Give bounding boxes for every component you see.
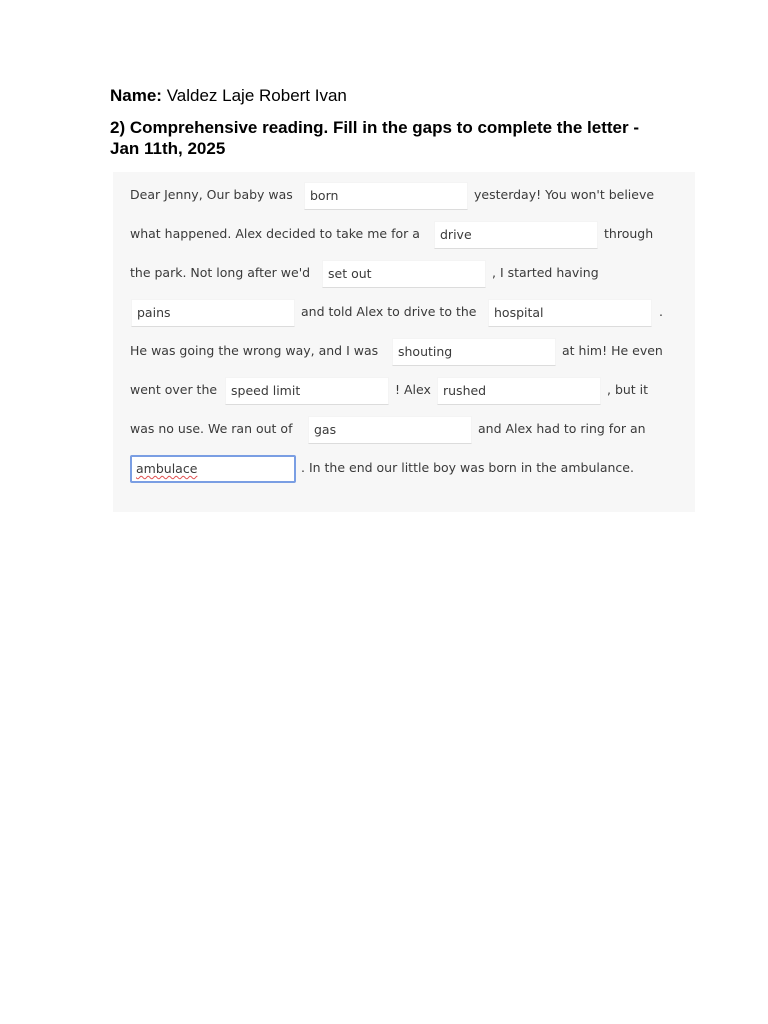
- exercise-line: [130, 375, 690, 405]
- exercise-line: [130, 297, 690, 327]
- gap-input-shouting[interactable]: shouting: [392, 338, 556, 366]
- gap-input-hospital[interactable]: hospital: [488, 299, 652, 327]
- gap-input-gas[interactable]: gas: [308, 416, 472, 444]
- gap-input-rushed[interactable]: rushed: [437, 377, 601, 405]
- gap-input-ambulance[interactable]: [130, 455, 296, 483]
- sentence-text: the park. Not long after we'd: [130, 265, 311, 280]
- exercise-line: [130, 180, 690, 210]
- misspelled-word: ambulace: [136, 461, 198, 476]
- gap-input-drive[interactable]: drive: [434, 221, 598, 249]
- sentence-text: went over the: [130, 382, 218, 397]
- gap-input-born[interactable]: born: [304, 182, 468, 210]
- sentence-text: what happened. Alex decided to take me for a: [130, 226, 420, 241]
- student-name-line: [110, 86, 347, 106]
- gap-input-set-out[interactable]: set out: [322, 260, 486, 288]
- exercise-line: [130, 258, 690, 288]
- student-name: Valdez Laje Robert Ivan: [166, 86, 347, 105]
- sentence-text: , but it: [607, 382, 649, 397]
- exercise-heading: 2) Comprehensive reading. Fill in the gaps to complete the letter - Jan 11th, 2025: [110, 118, 639, 158]
- name-label: Name:: [110, 86, 162, 105]
- sentence-text: at him! He even: [562, 343, 663, 358]
- fill-gaps-exercise: [113, 172, 695, 512]
- sentence-text: Dear Jenny, Our baby was: [130, 187, 293, 202]
- exercise-line: [130, 453, 690, 483]
- sentence-text: yesterday! You won't believe: [474, 187, 655, 202]
- sentence-text: through: [604, 226, 654, 241]
- gap-input-speed-limit[interactable]: speed limit: [225, 377, 389, 405]
- sentence-text: He was going the wrong way, and I was: [130, 343, 379, 358]
- exercise-line: [130, 219, 690, 249]
- sentence-text: was no use. We ran out of: [130, 421, 293, 436]
- sentence-text: . In the end our little boy was born in the ambulance.: [301, 460, 634, 475]
- sentence-text: .: [659, 304, 663, 319]
- sentence-text: ! Alex: [395, 382, 431, 397]
- exercise-line: [130, 336, 690, 366]
- gap-input-pains[interactable]: pains: [131, 299, 295, 327]
- sentence-text: and told Alex to drive to the: [301, 304, 477, 319]
- sentence-text: and Alex had to ring for an: [478, 421, 646, 436]
- sentence-text: , I started having: [492, 265, 599, 280]
- exercise-line: [130, 414, 690, 444]
